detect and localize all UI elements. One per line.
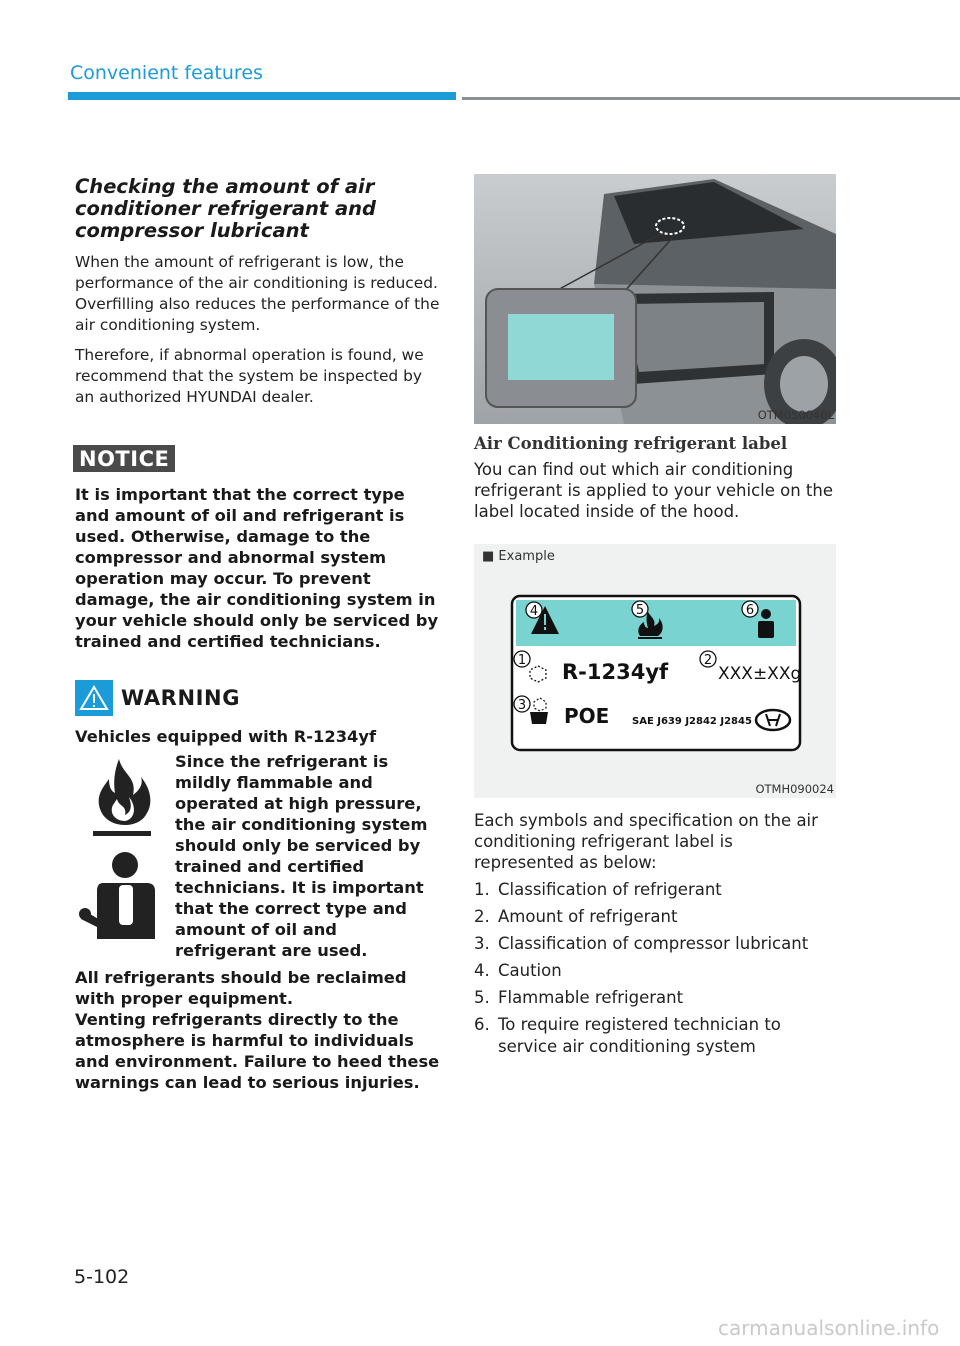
svg-text:XXX±XXg: XXX±XXg	[718, 664, 802, 684]
header-rule	[462, 97, 960, 100]
list-item: 2. Amount of refrigerant	[474, 907, 678, 926]
label-code: OTMH090024	[755, 782, 834, 796]
list-item: 4. Caution	[474, 961, 562, 980]
warning-tail: Venting refrigerants directly to the atmosphere is harmful to individuals and environment. Failure to heed these warnings can lead to serious injuries.	[75, 1010, 440, 1092]
example-caption: ■ Example	[482, 549, 555, 564]
left-column	[75, 176, 440, 1093]
list-item: 3. Classification of compressor lubricant	[474, 934, 809, 953]
svg-text:6: 6	[745, 603, 755, 618]
svg-text:SAE J639 J2842 J2845: SAE J639 J2842 J2845	[632, 716, 752, 727]
warning-triangle-icon	[75, 680, 113, 716]
notice-text: It is important that the correct type and amount of oil and refrigerant is used. Otherwise, damage to the compressor and abnormal system operation may occur. To prevent damage, the air conditioning system in your vehicle should only be serviced by trained and certified technicians.	[75, 485, 439, 651]
figure-title: Air Conditioning refrigerant label	[474, 434, 788, 453]
photo-code: OTM050040L	[757, 408, 834, 422]
warning-tail: All refrigerants should be reclaimed with proper equipment.	[75, 968, 407, 1008]
subheading: Checking the amount of air conditioner refrigerant and compressor lubricant	[75, 175, 376, 242]
paragraph: When the amount of refrigerant is low, the performance of the air conditioning is reduced. Overfilling also reduces the performance of the air conditioning system.	[75, 253, 440, 334]
list-item: 1. Classification of refrigerant	[474, 880, 722, 899]
section-title: Convenient features	[70, 62, 263, 84]
watermark: carmanualsonline.info	[718, 1316, 940, 1340]
warning-header	[75, 680, 440, 716]
warning-label: WARNING	[121, 686, 241, 710]
warning-side-text: Since the refrigerant is mildly flammable and operated at high pressure, the air conditioning system should only be serviced by trained and certified technicians. It is important that the correct type and amount of oil and refrigerant are used.	[175, 752, 428, 960]
svg-text:5: 5	[635, 603, 645, 618]
svg-text:2: 2	[703, 653, 713, 668]
list-intro: Each symbols and specification on the air conditioning refrigerant label is represented as below:	[474, 811, 818, 872]
svg-text:POE: POE	[564, 704, 610, 728]
list-item: 6. To require registered technician to service air conditioning system	[474, 1015, 781, 1056]
svg-text:3: 3	[517, 698, 527, 713]
svg-text:R-1234yf: R-1234yf	[562, 660, 669, 684]
page-number: 5-102	[74, 1266, 130, 1288]
right-column	[474, 174, 836, 1063]
list-item: 5. Flammable refrigerant	[474, 988, 684, 1007]
technician-icon	[75, 851, 175, 941]
symbol-list	[474, 879, 836, 1058]
hood-photo	[474, 174, 836, 424]
warning-icons	[75, 755, 175, 925]
paragraph: Therefore, if abnormal operation is found, we recommend that the system be inspected by an authorized HYUNDAI dealer.	[75, 346, 424, 406]
notice-badge: NOTICE	[73, 445, 175, 472]
svg-text:1: 1	[517, 653, 527, 668]
refrigerant-label-illustration	[474, 544, 836, 798]
figure-text: You can find out which air conditioning refrigerant is applied to your vehicle on the label located inside of the hood.	[474, 460, 834, 521]
label-example	[474, 544, 836, 798]
warning-subtitle: Vehicles equipped with R-1234yf	[75, 727, 377, 746]
warning-body	[75, 752, 440, 961]
header-accent-bar	[68, 92, 456, 100]
svg-text:4: 4	[529, 604, 539, 619]
